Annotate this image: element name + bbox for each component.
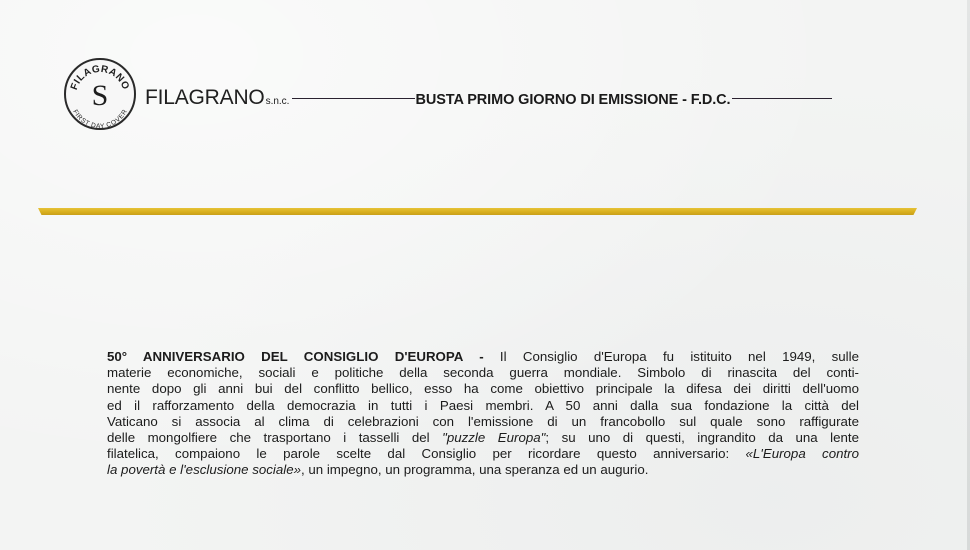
brand-name: FILAGRANO: [145, 86, 265, 109]
description-heading: 50° ANNIVERSARIO DEL CONSIGLIO D'EUROPA -: [107, 349, 484, 364]
description-line: [107, 414, 859, 430]
line-text: nente dopo gli anni bui del conflitto bellico, esso ha come obiettivo principale la difesa dei diritti dell'uomo: [107, 381, 859, 397]
description-line: [107, 349, 859, 365]
line-text: ; su uno di questi, ingrandito da una lente: [545, 430, 860, 446]
logo-bottom-text: FIRST DAY COVER: [71, 108, 129, 130]
line-text: delle mongolfiere che trasportano i tasselli del: [107, 430, 443, 446]
line-text: , un impegno, un programma, una speranza ed un augurio.: [300, 462, 649, 478]
line-italic-text: la povertà e l'esclusione sociale»: [107, 462, 301, 478]
header-rule-right: [732, 98, 832, 100]
line-text: ed il rafforzamento della democrazia in tutti i Paesi membri. A 50 anni dalla sua fondazione la città del: [107, 397, 859, 413]
line-text: materie economiche, sociali e politiche della seconda guerra mondiale. Simbolo di rinascita del conti-: [107, 365, 859, 381]
description-line: [107, 381, 859, 397]
brand-suffix: s.n.c.: [265, 96, 290, 107]
filagrano-logo-seal: [64, 58, 136, 130]
line-italic-text: «L'Europa contro: [745, 446, 859, 462]
gold-stripe-divider: [38, 208, 917, 215]
description-line: [107, 446, 859, 462]
line-text: Vaticano si associa al clima di celebrazioni con l'emissione di un francobollo sul quale sono raffigurate: [107, 413, 859, 429]
seal-icon: [64, 58, 136, 130]
logo-center-letter: S: [91, 79, 109, 112]
fdc-title: BUSTA PRIMO GIORNO DI EMISSIONE - F.D.C.: [415, 92, 731, 108]
description-line: [107, 430, 859, 446]
description-line: [107, 365, 859, 381]
line-italic-text: "puzzle Europa": [442, 430, 546, 446]
header-rule-left: [292, 98, 415, 100]
line-text: filatelica, compaiono le parole scelte dal Consiglio per ricordare questo anniversario:: [107, 446, 746, 462]
description-line: [107, 462, 859, 478]
description-text: [107, 349, 867, 479]
header-line: [145, 86, 832, 110]
logo-top-text: FILAGRANO: [68, 63, 132, 92]
line-text: Il Consiglio d'Europa fu istituito nel 1949, sulle: [483, 349, 859, 364]
description-line: [107, 398, 859, 414]
